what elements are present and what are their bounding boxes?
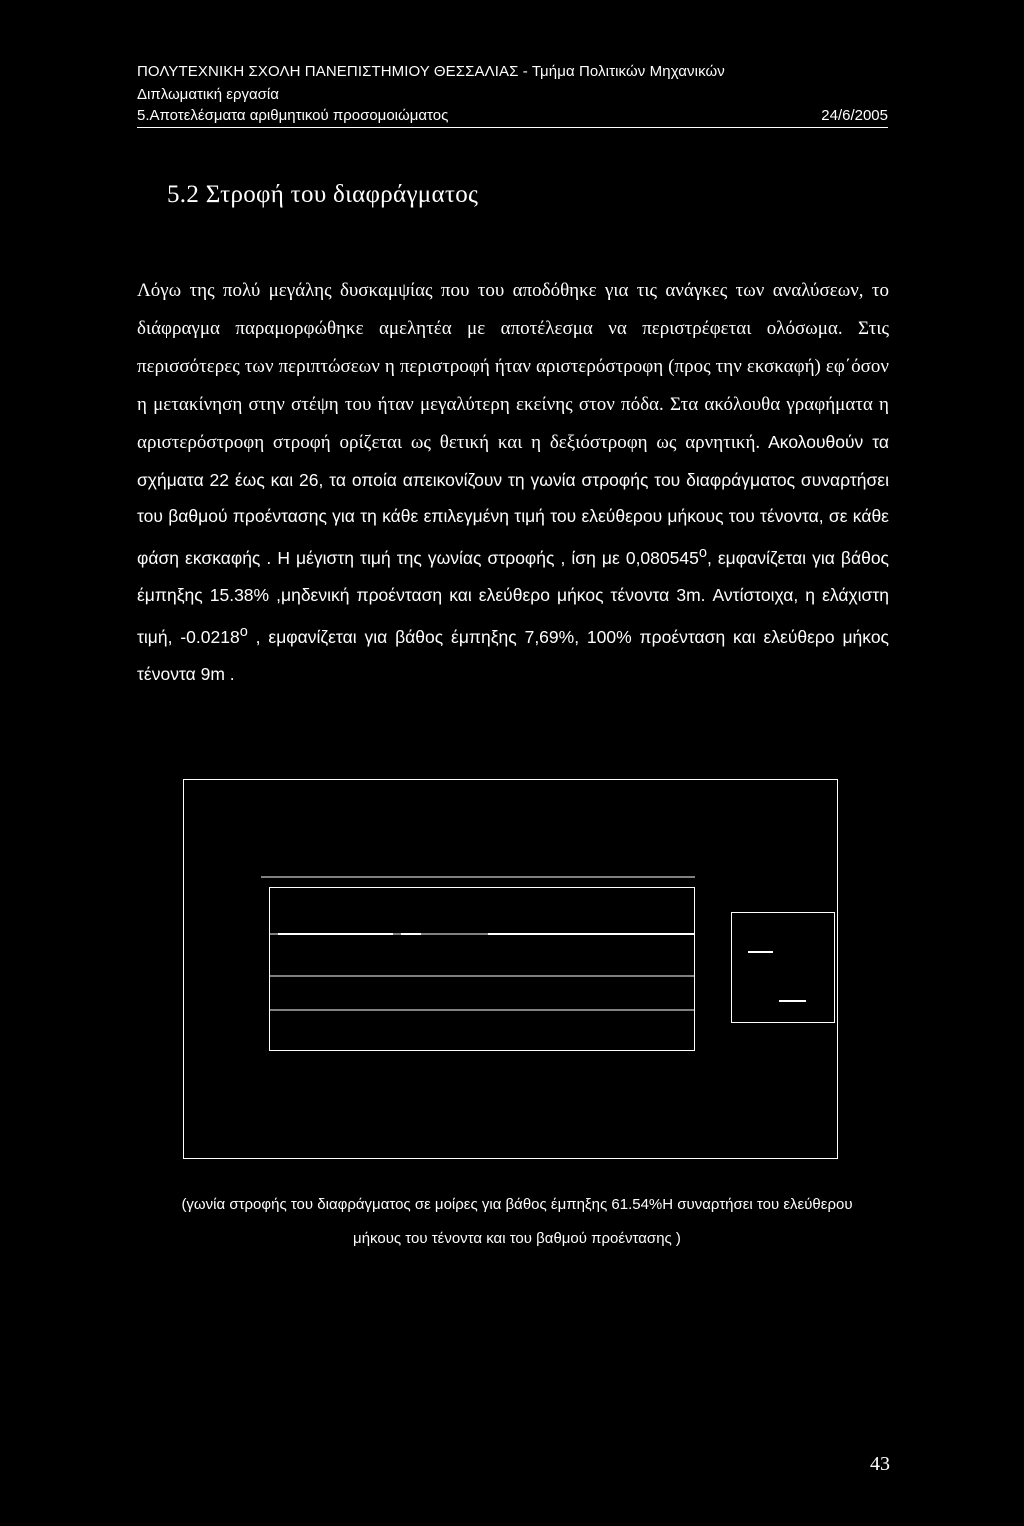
section-title: 5.2 Στροφή του διαφράγματος [167, 181, 479, 208]
body-text-3: , εμφανίζεται για βάθος έμπηξης 15.38% ,μηδενική προένταση και ελεύθερο μήκος τένοντα 3m. Αντίστοιχα, η ελάχιστη τιμή, -0.0218 [137, 548, 889, 647]
header-chapter: 5.Αποτελέσματα αριθμητικού προσομοιώματος [137, 107, 449, 124]
chart-frame [184, 780, 838, 1159]
header-university: ΠΟΛΥΤΕΧΝΙΚΗ ΣΧΟΛΗ ΠΑΝΕΠΙΣΤΗΜΙΟΥ ΘΕΣΣΑΛΙΑΣ - Τμήμα Πολιτικών Μηχανικών [137, 63, 725, 80]
body-text-2: Ακολουθούν τα σχήματα 22 έως και 26, τα οποία απεικονίζουν τη γωνία στροφής του διαφράγματος συναρτήσει του βαθμού προέντασης για τη κάθε επιλεγμένη τιμή του ελεύθερου μήκους του τένοντα, σε κάθε φάση εκσκαφής . Η μέγιστη τιμή της γωνίας στροφής , ίση με 0,080545 [137, 431, 889, 569]
header-date: 24/6/2005 [821, 107, 888, 124]
chart-figure [183, 779, 838, 1159]
page-number: 43 [870, 1453, 890, 1475]
header-chapter-row [137, 106, 888, 128]
body-text-1: Λόγω της πολύ μεγάλης δυσκαμψίας που του αποδόθηκε για τις ανάγκες των αναλύσεων, το διάφραγμα παραμορφώθηκε αμελητέα με αποτέλεσμα να περιστρέφεται ολόσωμα. Στις περισσότερες των περιπτώσεων η περιστροφή ήταν αριστερόστροφη (προς την εκσκαφή) εφ΄όσον η μετακίνηση στην στέψη του ήταν μεγαλύτερη εκείνης στον πόδα. Στα ακόλουθα γραφήματα η αριστερόστροφη στροφή ορίζεται ως θετική και η δεξιόστροφη ως αρνητική. [137, 280, 889, 453]
body-text-4: , εμφανίζεται για βάθος έμπηξης 7,69%, 100% προένταση και ελεύθερο μήκος τένοντα 9m . [137, 626, 889, 684]
figure-caption-line2: μήκους του τένοντα και του βαθμού προέντασης ) [353, 1230, 681, 1247]
chart-plot-area [270, 888, 695, 1051]
chart-legend-box [732, 913, 835, 1023]
figure-caption [137, 1188, 897, 1256]
figure-caption-line1: (γωνία στροφής του διαφράγματος σε μοίρες για βάθος έμπηξης 61.54%Η συναρτήσει του ελεύθερου [181, 1196, 853, 1213]
header-thesis: Διπλωματική εργασία [137, 86, 279, 103]
degree-symbol-min: ο [239, 623, 248, 640]
degree-symbol-max: ο [698, 545, 707, 562]
body-paragraph [137, 272, 889, 693]
